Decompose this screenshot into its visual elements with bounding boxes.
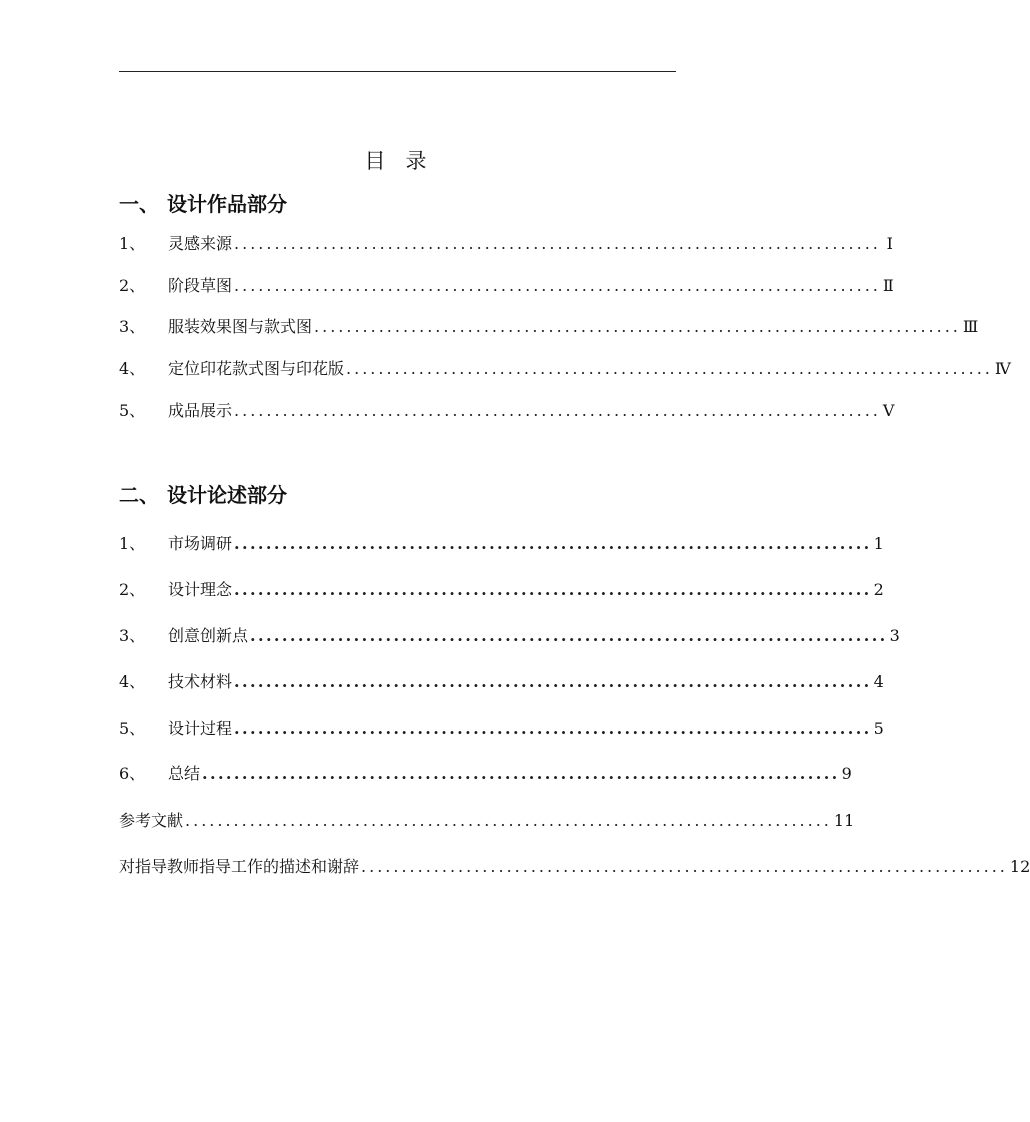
leader-dots: ................................................................................ xyxy=(314,317,961,336)
page-title: 目 录 xyxy=(364,149,429,173)
toc-entry-inspiration[interactable]: 1、 灵感来源 ................................................................................ Ⅰ xyxy=(119,234,893,253)
toc-entry-acknowledgements[interactable]: 对指导教师指导工作的描述和谢辞 ................................................................................ 12 xyxy=(119,857,1030,876)
section-heading-thesis: 二、 设计论述部分 xyxy=(119,483,287,507)
toc-entry-summary[interactable]: 6、 总结 ................................................................................ 9 xyxy=(119,764,852,783)
leader-dots: ................................................................................ xyxy=(234,401,881,420)
leader-dots: ................................................................................ xyxy=(346,359,993,378)
toc-entry-renderings[interactable]: 3、 服装效果图与款式图 ................................................................................ Ⅲ xyxy=(119,317,979,336)
toc-entry-showcase[interactable]: 5、 成品展示 ................................................................................ Ⅴ xyxy=(119,401,895,420)
leader-dots: ................................................................................ xyxy=(234,580,872,599)
leader-dots: ................................................................................ xyxy=(185,811,832,830)
section-heading-works: 一、 设计作品部分 xyxy=(119,192,287,216)
toc-entry-market-research[interactable]: 1、 市场调研 ................................................................................ 1 xyxy=(119,534,884,553)
leader-dots: ................................................................................ xyxy=(234,234,881,253)
toc-entry-sketches[interactable]: 2、 阶段草图 ................................................................................ Ⅱ xyxy=(119,276,894,295)
leader-dots: ................................................................................ xyxy=(234,672,872,691)
leader-dots: ................................................................................ xyxy=(234,534,872,553)
toc-entry-innovation[interactable]: 3、 创意创新点 ................................................................................ 3 xyxy=(119,626,900,645)
header-rule xyxy=(119,71,676,72)
leader-dots: ................................................................................ xyxy=(234,276,881,295)
leader-dots: ................................................................................ xyxy=(250,626,888,645)
leader-dots: ................................................................................ xyxy=(202,764,840,783)
leader-dots: ................................................................................ xyxy=(234,719,872,738)
toc-entry-print-layout[interactable]: 4、 定位印花款式图与印花版 ................................................................................ Ⅳ xyxy=(119,359,1011,378)
toc-entry-design-concept[interactable]: 2、 设计理念 ................................................................................ 2 xyxy=(119,580,884,599)
leader-dots: ................................................................................ xyxy=(361,857,1008,876)
toc-entry-materials[interactable]: 4、 技术材料 ................................................................................ 4 xyxy=(119,672,884,691)
toc-entry-references[interactable]: 参考文献 ................................................................................ 11 xyxy=(119,811,855,830)
toc-entry-design-process[interactable]: 5、 设计过程 ................................................................................ 5 xyxy=(119,719,884,738)
